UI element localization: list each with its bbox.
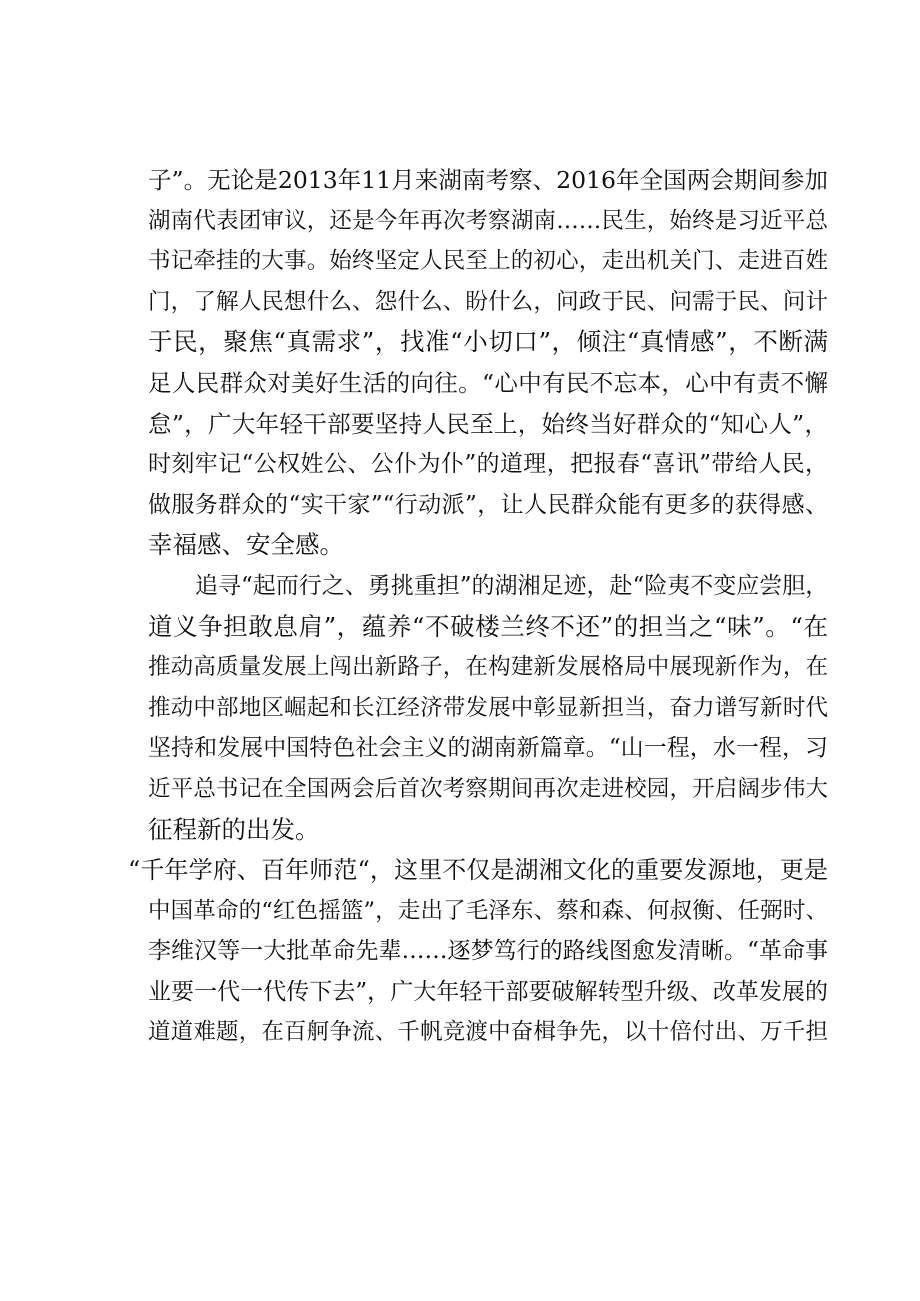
text-line: 时刻牢记“公权姓公、公仆为仆”的道理，把报春“喜讯”带给人民， bbox=[148, 451, 828, 478]
text-line: 书记牵挂的大事。始终坚定人民至上的初心，走出机关门、走进百姓 bbox=[148, 248, 828, 275]
text-line: 征程新的出发。 bbox=[148, 814, 320, 844]
text-line: 坚持和发展中国特色社会主义的湖南新篇章。“山一程，水一程，习 bbox=[148, 735, 828, 762]
text-line: 道道难题，在百舸争流、千帆竞渡中奋楫争先，以十倍付出、万千担 bbox=[148, 1019, 828, 1046]
text-line: 于民，聚焦“真需求”，找准“小切口”，倾注“真情感”，不断满 bbox=[148, 327, 828, 357]
text-line: 做服务群众的“实干家”“行动派”，让人民群众能有更多的获得感、 bbox=[148, 491, 828, 518]
text-line: 道义争担敢息肩”，蕴养“不破楼兰终不还”的担当之“味”。“在 bbox=[148, 611, 828, 641]
text-line: “千年学府、百年师范“，这里不仅是湖湘文化的重要发源地，更是 bbox=[128, 856, 828, 885]
text-line: 怠”，广大年轻干部要坚持人民至上，始终当好群众的“知心人”， bbox=[148, 409, 828, 438]
text-line: 幸福感、安全感。 bbox=[148, 530, 344, 560]
text-line: 近平总书记在全国两会后首次考察期间再次走进校园，开启阔步伟大 bbox=[148, 775, 828, 802]
text-line: 业要一代一代传下去”，广大年轻干部要破解转型升级、改革发展的 bbox=[148, 978, 828, 1005]
body-text bbox=[128, 160, 829, 1053]
text-line: 推动高质量发展上闯出新路子，在构建新发展格局中展现新作为，在 bbox=[148, 654, 828, 681]
text-line: 子”。无论是2013年11月来湖南考察、2016年全国两会期间参加 bbox=[148, 166, 828, 194]
text-line: 湖南代表团审议，还是今年再次考察湖南……民生，始终是习近平总 bbox=[148, 207, 828, 234]
text-line: 追寻“起而行之、勇挑重担”的湖湘足迹，赴“险夷不变应尝胆， bbox=[195, 572, 829, 599]
text-line: 足人民群众对美好生活的向往。“心中有民不忘本，心中有责不懈 bbox=[148, 368, 828, 397]
text-line: 李维汉等一大批革命先辈……逐梦笃行的路线图愈发清晰。“革命事 bbox=[148, 938, 828, 965]
text-line: 推动中部地区崛起和长江经济带发展中彰显新担当，奋力谱写新时代 bbox=[148, 694, 828, 721]
text-line: 门，了解人民想什么、怨什么、盼什么，问政于民、问需于民、问计 bbox=[148, 288, 828, 315]
text-line: 中国革命的“红色摇篮”，走出了毛泽东、蔡和森、何叔衡、任弼时、 bbox=[148, 897, 828, 924]
